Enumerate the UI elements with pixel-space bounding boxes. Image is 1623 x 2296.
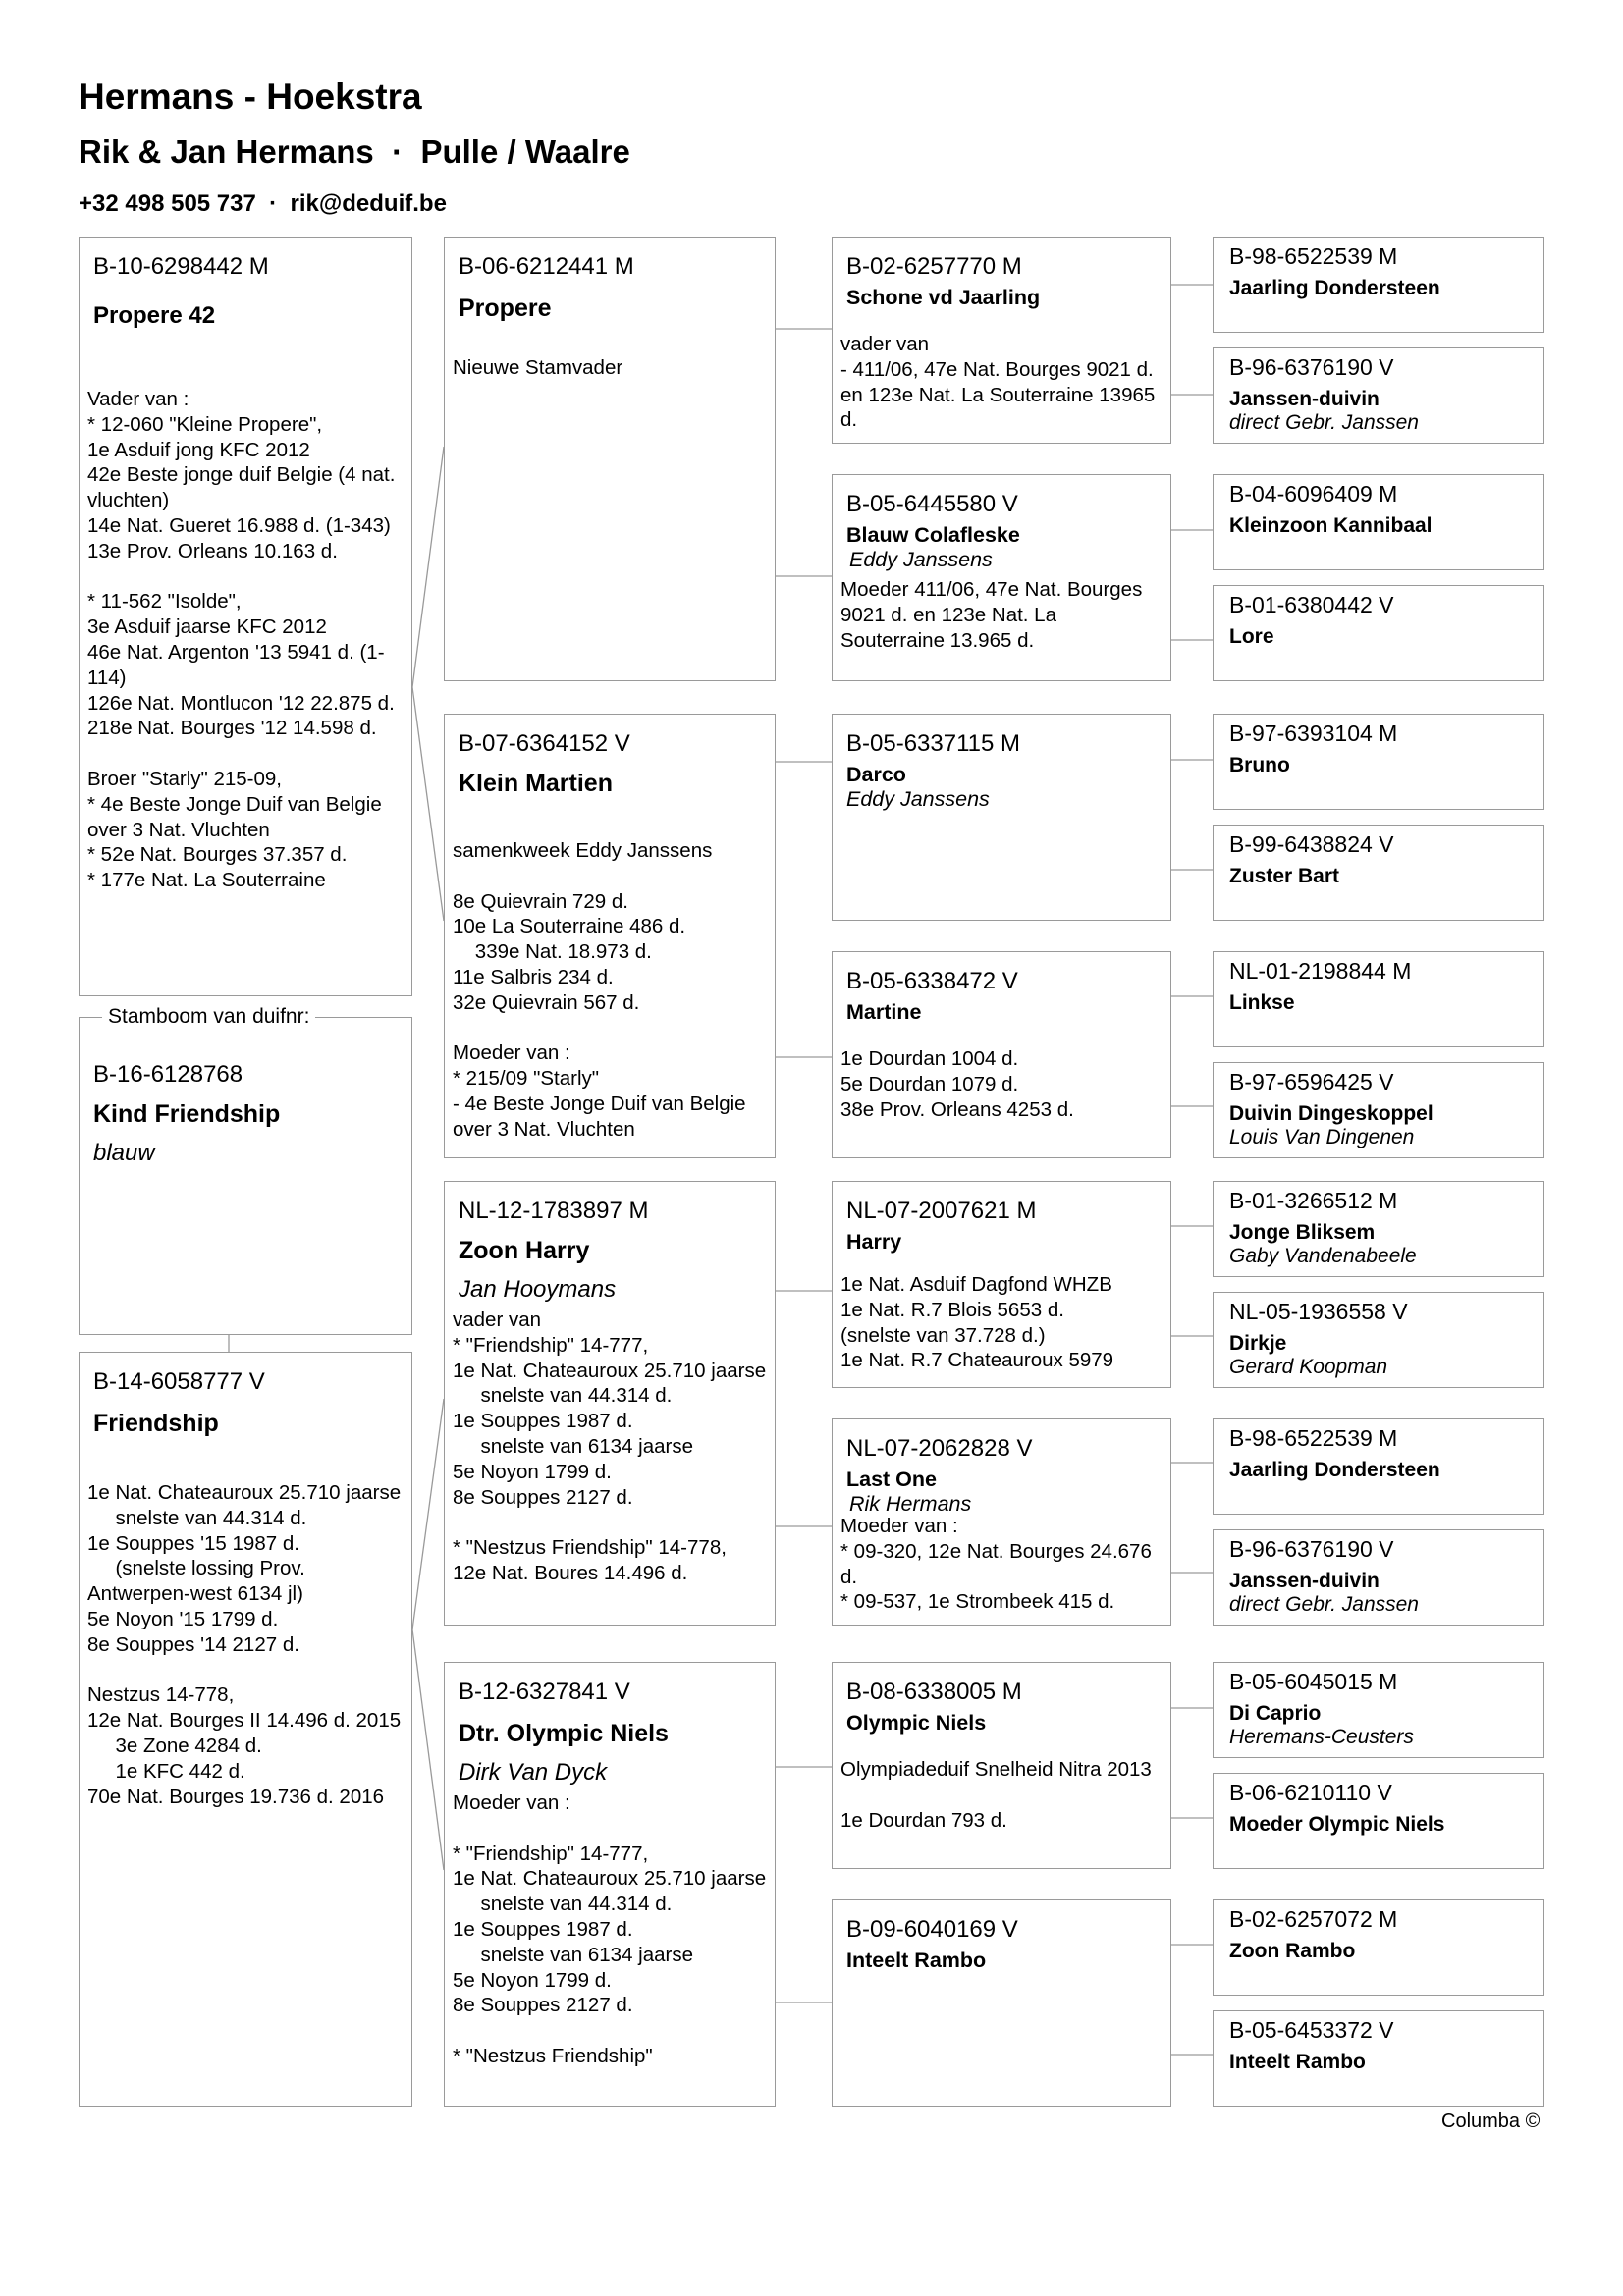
ancestor-card[interactable]	[1213, 714, 1544, 810]
ring-number: B-06-6210110 V	[1229, 1780, 1392, 1805]
pigeon-name: Last One	[846, 1468, 937, 1491]
ancestor-card[interactable]	[1213, 585, 1544, 681]
subject-card[interactable]	[79, 1017, 412, 1335]
dam-card[interactable]	[444, 714, 776, 1158]
ancestor-card[interactable]	[1213, 1418, 1544, 1515]
ancestor-card[interactable]	[1213, 825, 1544, 921]
ring-number: NL-05-1936558 V	[1229, 1299, 1408, 1324]
grandsire-card[interactable]	[832, 1662, 1171, 1869]
pigeon-name: Harry	[846, 1230, 902, 1254]
pigeon-notes: Moeder 411/06, 47e Nat. Bourges 9021 d. en 123e Nat. La Souterraine 13.965 d.	[840, 578, 1149, 652]
ring-number: B-96-6376190 V	[1229, 1536, 1394, 1562]
ring-number: B-98-6522539 M	[1229, 243, 1398, 269]
ring-number: B-99-6438824 V	[1229, 831, 1394, 857]
ancestor-card[interactable]	[1213, 1662, 1544, 1758]
ring-number: B-04-6096409 M	[1229, 481, 1398, 507]
pigeon-owner: Dirk Van Dyck	[459, 1759, 608, 1786]
ring-number: B-14-6058777 V	[93, 1368, 265, 1395]
sire-card[interactable]	[444, 1181, 776, 1626]
pigeon-notes: vader van - 411/06, 47e Nat. Bourges 9021 d. en 123e Nat. La Souterraine 13965 d.	[840, 333, 1156, 432]
pigeon-notes: 1e Nat. Chateauroux 25.710 jaarse snelste van 44.314 d. 1e Souppes '15 1987 d. (snelste lossing Prov. Antwerpen-west 6134 jl) 5e Noyon '15 1799 d. 8e Souppes '14 2127 d. Nestzus 14-778, 12e Nat. Bourges II 14.496 d. 2015 3e Zone 4284 d. 1e KFC 442 d. 70e Nat. Bourges 19.736 d. 2016	[87, 1481, 402, 1808]
ancestor-card[interactable]	[1213, 2010, 1544, 2107]
mother-card[interactable]	[79, 1352, 412, 2107]
pigeon-name: Jaarling Dondersteen	[1229, 277, 1440, 299]
pigeon-name: Bruno	[1229, 754, 1290, 776]
ancestor-card[interactable]	[1213, 347, 1544, 444]
pigeon-owner: Heremans-Ceusters	[1229, 1726, 1414, 1748]
pigeon-name: Jonge Bliksem	[1229, 1221, 1376, 1244]
pigeon-owner: direct Gebr. Janssen	[1229, 411, 1419, 434]
granddam-card[interactable]	[832, 1418, 1171, 1626]
grandsire-card[interactable]	[832, 714, 1171, 921]
pigeon-owner: direct Gebr. Janssen	[1229, 1593, 1419, 1616]
pigeon-notes: vader van * "Friendship" 14-777, 1e Nat. Chateauroux 25.710 jaarse snelste van 44.314 d. 1e Souppes 1987 d. snelste van 6134 jaarse 5e Noyon 1799 d. 8e Souppes 2127 d. * "Nestzus Friendship" 14-778, 12e Nat. Boures 14.496 d.	[453, 1308, 767, 1584]
pigeon-notes: Olympiadeduif Snelheid Nitra 2013 1e Dourdan 793 d.	[840, 1758, 1152, 1832]
ring-number: B-96-6376190 V	[1229, 354, 1394, 380]
ring-number: B-09-6040169 V	[846, 1916, 1018, 1943]
ancestor-card[interactable]	[1213, 1899, 1544, 1996]
pigeon-name: Darco	[846, 763, 906, 786]
ring-number: B-05-6338472 V	[846, 968, 1018, 994]
pigeon-name: Janssen-duivin	[1229, 388, 1380, 410]
pigeon-notes: 1e Dourdan 1004 d. 5e Dourdan 1079 d. 38e Prov. Orleans 4253 d.	[840, 1047, 1074, 1121]
ring-number: B-97-6596425 V	[1229, 1069, 1394, 1095]
pigeon-notes: Moeder van : * "Friendship" 14-777, 1e Nat. Chateauroux 25.710 jaarse snelste van 44.314 d. 1e Souppes 1987 d. snelste van 6134 jaarse 5e Noyon 1799 d. 8e Souppes 2127 d. * "Nestzus Friendship"	[453, 1791, 767, 2067]
pigeon-name: Janssen-duivin	[1229, 1570, 1380, 1592]
pigeon-owner: Gaby Vandenabeele	[1229, 1245, 1417, 1267]
ring-number: B-05-6453372 V	[1229, 2017, 1394, 2043]
ring-number: NL-07-2007621 M	[846, 1198, 1037, 1224]
pigeon-name: Di Caprio	[1229, 1702, 1322, 1725]
pigeon-name: Olympic Niels	[846, 1711, 987, 1735]
pigeon-name: Propere	[459, 294, 552, 322]
pigeon-name: Zoon Harry	[459, 1237, 590, 1264]
ring-number: B-07-6364152 V	[459, 730, 630, 757]
dam-card[interactable]	[444, 1662, 776, 2107]
pigeon-name: Duivin Dingeskoppel	[1229, 1102, 1434, 1125]
pigeon-owner: Rik Hermans	[849, 1492, 972, 1516]
granddam-card[interactable]	[832, 1899, 1171, 2107]
pigeon-name: Dirkje	[1229, 1332, 1287, 1355]
pigeon-name: Lore	[1229, 625, 1274, 648]
sire-card[interactable]	[444, 237, 776, 681]
pigeon-name: Linkse	[1229, 991, 1295, 1014]
pigeon-name: Kind Friendship	[93, 1100, 281, 1128]
ring-number: B-08-6338005 M	[846, 1679, 1022, 1705]
ancestor-card[interactable]	[1213, 474, 1544, 570]
pigeon-name: Schone vd Jaarling	[846, 286, 1041, 309]
father-card[interactable]	[79, 237, 412, 996]
ring-number: B-98-6522539 M	[1229, 1425, 1398, 1451]
granddam-card[interactable]	[832, 951, 1171, 1158]
pigeon-owner: Eddy Janssens	[846, 787, 990, 811]
ring-number: B-16-6128768	[93, 1061, 243, 1088]
pigeon-name: Inteelt Rambo	[846, 1949, 987, 1972]
breeder-line: Rik & Jan Hermans · Pulle / Waalre	[79, 133, 630, 170]
pigeon-notes: Moeder van : * 09-320, 12e Nat. Bourges 24.676 d. * 09-537, 1e Strombeek 415 d.	[840, 1515, 1152, 1614]
ring-number: B-05-6445580 V	[846, 491, 1018, 517]
pigeon-name: Kleinzoon Kannibaal	[1229, 514, 1433, 537]
pigeon-owner: Gerard Koopman	[1229, 1356, 1388, 1378]
pigeon-color: blauw	[93, 1140, 155, 1166]
ancestor-card[interactable]	[1213, 951, 1544, 1047]
ancestor-card[interactable]	[1213, 1062, 1544, 1158]
pigeon-notes: 1e Nat. Asduif Dagfond WHZB 1e Nat. R.7 Blois 5653 d. (snelste van 37.728 d.) 1e Nat. R.7 Chateauroux 5979	[840, 1273, 1114, 1372]
ancestor-card[interactable]	[1213, 1181, 1544, 1277]
ancestor-card[interactable]	[1213, 1529, 1544, 1626]
pigeon-owner: Louis Van Dingenen	[1229, 1126, 1415, 1148]
ring-number: NL-12-1783897 M	[459, 1198, 649, 1224]
pigeon-name: Inteelt Rambo	[1229, 2051, 1366, 2073]
pigeon-name: Propere 42	[93, 302, 216, 329]
ring-number: B-02-6257072 M	[1229, 1906, 1398, 1932]
ring-number: B-05-6045015 M	[1229, 1669, 1398, 1694]
pigeon-name: Zuster Bart	[1229, 865, 1340, 887]
ring-number: NL-07-2062828 V	[846, 1435, 1033, 1462]
ancestor-card[interactable]	[1213, 237, 1544, 333]
ring-number: B-97-6393104 M	[1229, 721, 1398, 746]
ring-number: B-10-6298442 M	[93, 253, 269, 280]
pigeon-name: Dtr. Olympic Niels	[459, 1720, 669, 1747]
ring-number: B-01-3266512 M	[1229, 1188, 1398, 1213]
pigeon-notes: Vader van : * 12-060 "Kleine Propere", 1e Asduif jong KFC 2012 42e Beste jonge duif Belgie (4 nat. vluchten) 14e Nat. Gueret 16.988 d. (1-343) 13e Prov. Orleans 10.163 d. * 11-562 "Isolde", 3e Asduif jaarse KFC 2012 46e Nat. Argenton '13 5941 d. (1-114) 126e Nat. Montlucon '12 22.875 d. 218e Nat. Bourges '12 14.598 d. Broer "Starly" 215-09, * 4e Beste Jonge Duif van Belgie over 3 Nat. Vluchten * 52e Nat. Bourges 37.357 d. * 177e Nat. La Souterraine	[87, 388, 396, 892]
pigeon-name: Moeder Olympic Niels	[1229, 1813, 1445, 1836]
grandsire-card[interactable]	[832, 1181, 1171, 1388]
ring-number: B-06-6212441 M	[459, 253, 634, 280]
ring-number: B-12-6327841 V	[459, 1679, 630, 1705]
footer-credit: Columba ©	[1441, 2110, 1541, 2132]
pigeon-name: Martine	[846, 1000, 922, 1024]
ancestor-card[interactable]	[1213, 1292, 1544, 1388]
pigeon-name: Jaarling Dondersteen	[1229, 1459, 1440, 1481]
pigeon-name: Blauw Colafleske	[846, 523, 1020, 547]
pedigree-label: Stamboom van duifnr:	[102, 1005, 315, 1029]
pigeon-notes: Nieuwe Stamvader	[453, 356, 623, 379]
pigeon-owner: Eddy Janssens	[849, 548, 993, 571]
granddam-card[interactable]	[832, 474, 1171, 681]
pigeon-owner: Jan Hooymans	[459, 1276, 617, 1303]
page-title: Hermans - Hoekstra	[79, 77, 422, 117]
pigeon-notes: samenkweek Eddy Janssens 8e Quievrain 729 d. 10e La Souterraine 486 d. 339e Nat. 18.973 d. 11e Salbris 234 d. 32e Quievrain 567 d. Moeder van : * 215/09 "Starly" - 4e Beste Jonge Duif van Belgie over 3 Nat. Vluchten	[453, 839, 746, 1141]
ring-number: B-01-6380442 V	[1229, 592, 1394, 617]
pigeon-name: Friendship	[93, 1410, 219, 1437]
ring-number: NL-01-2198844 M	[1229, 958, 1412, 984]
grandsire-card[interactable]	[832, 237, 1171, 444]
ancestor-card[interactable]	[1213, 1773, 1544, 1869]
ring-number: B-02-6257770 M	[846, 253, 1022, 280]
ring-number: B-05-6337115 M	[846, 730, 1020, 757]
pigeon-name: Klein Martien	[459, 770, 613, 797]
pigeon-name: Zoon Rambo	[1229, 1940, 1356, 1962]
contact-line: +32 498 505 737 · rik@deduif.be	[79, 190, 447, 217]
